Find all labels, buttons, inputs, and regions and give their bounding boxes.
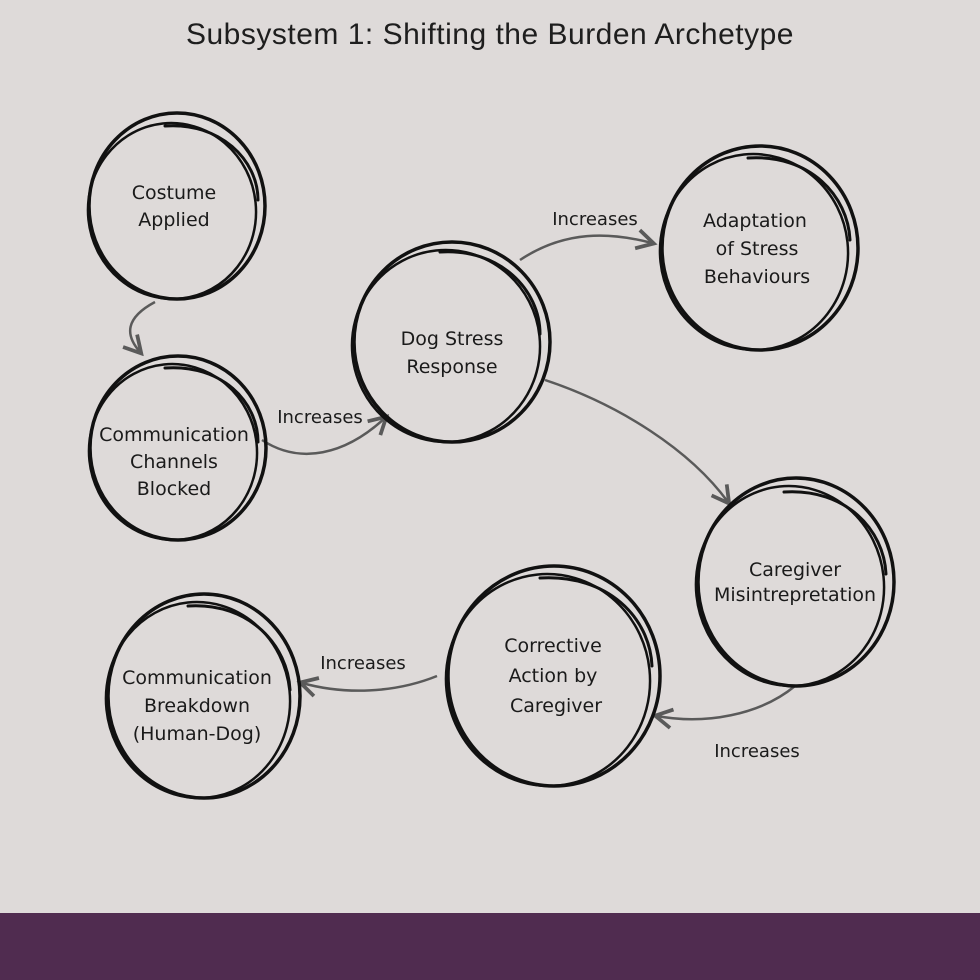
edge-label-corrective-to-breakdown: Increases [320,653,406,674]
edge-stress-to-adaptation [520,236,652,260]
node-label-line: Costume [131,182,217,204]
node-label-line: Response [406,356,498,378]
node-label-line: Dog Stress [400,328,504,350]
node-communication-breakdown [96,593,300,807]
node-label-line: Action by [508,665,598,687]
node-costume-applied [79,113,265,307]
node-adaptation-of-stress-behaviours [650,145,858,360]
edge-costume-to-channels [130,302,155,352]
node-label-line: Channels [130,451,218,473]
node-label-line: Blocked [136,478,212,500]
node-corrective-action-by-caregiver [435,564,660,796]
node-label-line: Adaptation [703,210,807,232]
node-caregiver-misintrepretation [686,477,894,696]
node-label-line: Corrective [504,635,602,657]
diagram-title: Subsystem 1: Shifting the Burden Archetype [185,18,794,51]
node-communication-channels-blocked [80,356,266,549]
node-label-line: (Human-Dog) [132,723,262,745]
node-label-line: Communication [122,667,272,689]
edge-misinterpretation-to-corrective [657,686,795,719]
node-label-line: Misintrepretation [713,584,877,606]
node-label-line: Caregiver [748,559,842,581]
edge-label-stress-to-adaptation: Increases [552,209,638,230]
edge-label-channels-to-stress: Increases [277,407,363,428]
edge-corrective-to-breakdown [302,676,437,691]
edge-stress-to-misinterpretation [545,380,728,502]
node-label-line: Caregiver [509,695,603,717]
node-label-line: Behaviours [703,266,811,288]
node-dog-stress-response [342,241,550,452]
node-label-line: Applied [138,209,210,231]
node-label-line: Communication [99,424,249,446]
footer-band [0,913,980,980]
node-label-line: Breakdown [143,695,251,717]
edge-label-misinterpretation-to-corrective: Increases [714,741,800,762]
node-label-line: of Stress [715,238,799,260]
